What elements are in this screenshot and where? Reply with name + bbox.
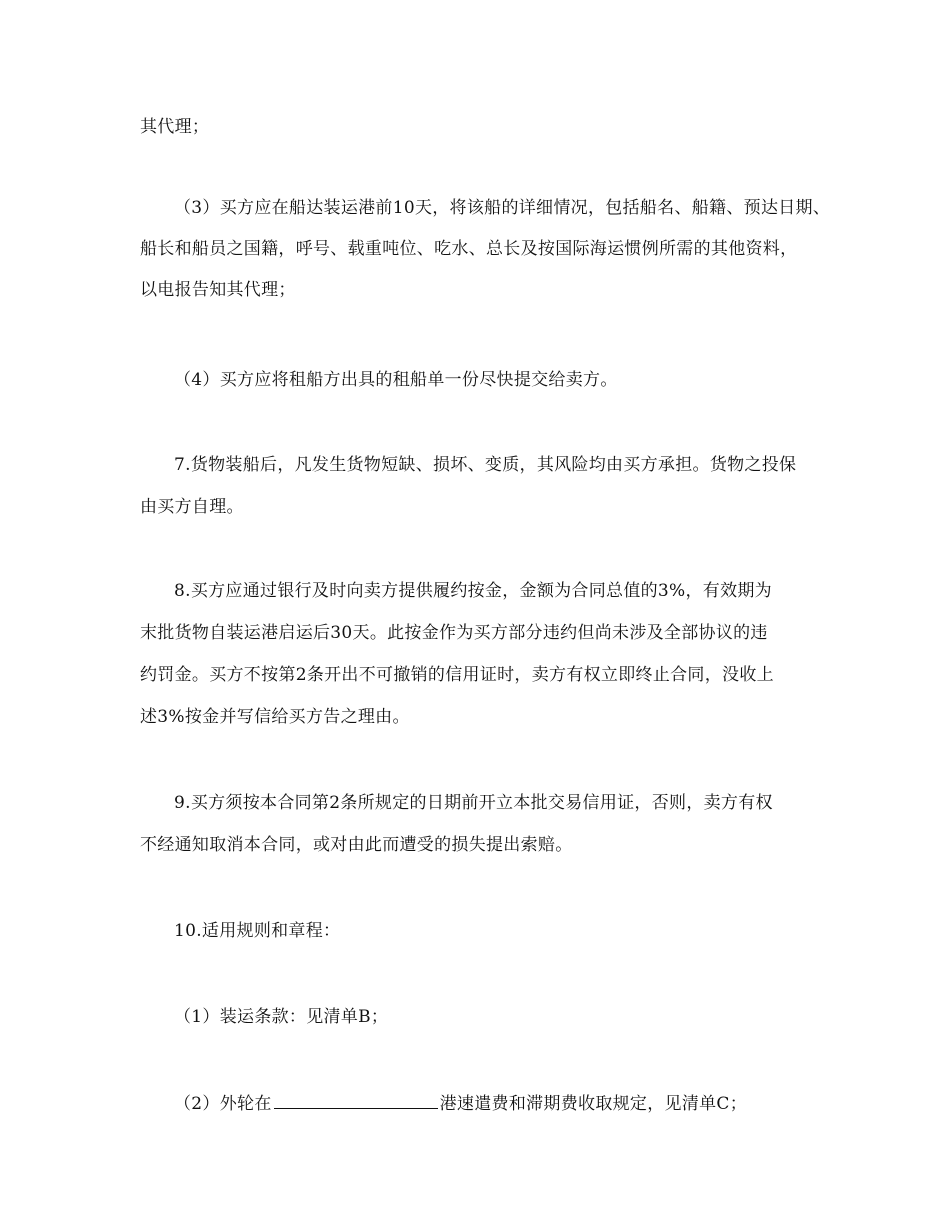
text-line: 其代理； xyxy=(140,117,210,137)
clause-8-line-3: 约罚金。买方不按第2条开出不可撤销的信用证时，卖方有权立即终止合同，没收上 xyxy=(140,665,774,685)
clause-6-4-line: （4）买方应将租船方出具的租船单一份尽快提交给卖方。 xyxy=(174,370,618,390)
clause-7-line-2: 由买方自理。 xyxy=(140,497,244,517)
clause-8-line-2: 末批货物自装运港启运后30天。此按金作为买方部分违约但尚未涉及全部协议的违 xyxy=(140,623,768,643)
clause-10-2-prefix: （2）外轮在 xyxy=(174,1094,272,1114)
clause-9-line-1: 9.买方须按本合同第2条所规定的日期前开立本批交易信用证，否则，卖方有权 xyxy=(174,793,773,813)
clause-6-3-line-1: （3）买方应在船达装运港前10天，将该船的详细情况，包括船名、船籍、预达日期、 xyxy=(174,198,831,218)
clause-8-line-4: 述3%按金并写信给买方告之理由。 xyxy=(140,707,410,727)
clause-7-line-1: 7.货物装船后，凡发生货物短缺、损坏、变质，其风险均由买方承担。货物之投保 xyxy=(174,455,797,475)
clause-10-heading: 10.适用规则和章程： xyxy=(174,921,341,941)
clause-10-2-suffix: 港速遣费和滞期费收取规定，见清单C； xyxy=(439,1094,748,1114)
clause-6-3-line-2: 船长和船员之国籍，呼号、载重吨位、吃水、总长及按国际海运惯例所需的其他资料， xyxy=(140,239,798,259)
fill-in-blank xyxy=(274,1092,438,1109)
clause-6-3-line-3: 以电报告知其代理； xyxy=(140,280,296,300)
clause-10-2-line xyxy=(174,1092,864,1115)
clause-8-line-1: 8.买方应通过银行及时向卖方提供履约按金，金额为合同总值的3%，有效期为 xyxy=(174,581,772,601)
clause-10-1-line: （1）装运条款：见清单B； xyxy=(174,1007,389,1027)
clause-9-line-2: 不经通知取消本合同，或对由此而遭受的损失提出索赔。 xyxy=(140,835,573,855)
